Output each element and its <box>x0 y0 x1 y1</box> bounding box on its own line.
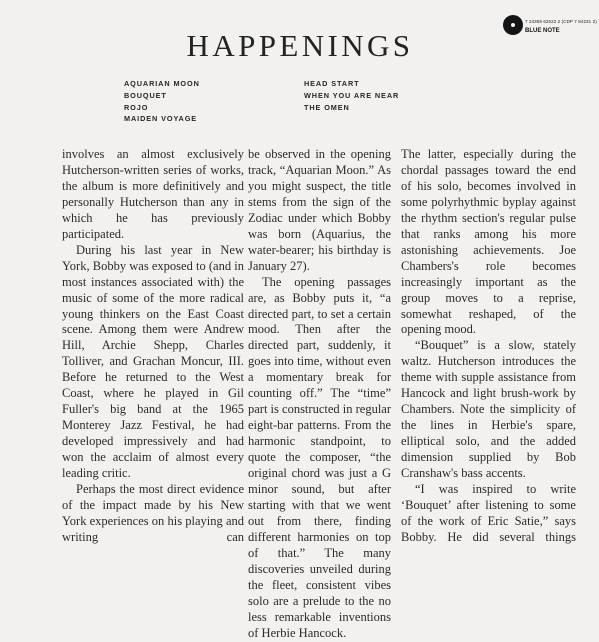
track-item: AQUARIAN MOON <box>124 79 200 88</box>
track-item: WHEN YOU ARE NEAR <box>304 90 400 100</box>
blue-note-logo <box>500 11 597 43</box>
paragraph: Perhaps the most direct evidence of the impact made by his New York experiences on his playing and writing can <box>62 482 244 544</box>
track-item: BOUQUET <box>124 90 167 100</box>
record-disc-icon <box>503 15 523 35</box>
paragraph: During his last year in New York, Bobby was exposed to (and in most instances associated with) the music of some of the more radical young thinkers on the East Coast scene. Among them were Andrew Hill, Archie Shepp, Charles Tolliver, and Grachan Moncur, III. Before he returned to the West Coast, where he played in Gil Fuller's big band at the 1965 Monterey Jazz Festival, he had developed impressively and had won the acclaim of almost every leading critic. <box>62 242 244 481</box>
paragraph: be observed in the opening track, “Aquarian Moon.” As you might suspect, the title stems from the sign of the Zodiac under which Bobby was born (Aquarius, the water-bearer; his birthday is January 27). <box>248 147 391 273</box>
track-item: MAIDEN VOYAGE <box>124 114 198 124</box>
text-column-1 <box>62 147 244 546</box>
album-title: HAPPENINGS <box>186 28 414 63</box>
paragraph: “I was inspired to write ‘Bouquet’ after listening to some of the work of Eric Satie,” says Bobby. He did several things <box>401 482 576 544</box>
track-item: ROJO <box>124 102 149 112</box>
label-brand: BLUE NOTE <box>525 28 560 34</box>
text-column-2 <box>248 147 391 642</box>
catalog-number: 7 24359 62622 2 (CDP 7 84231 2) <box>525 19 597 24</box>
track-list-right <box>304 78 454 113</box>
paragraph: The opening passages are, as Bobby puts it, “a directed part, to set a certain mood. Then after the directed part, suddenly, it goes into time, without even a momentary break for counting off.” The “time” part is constructed in regular eight-bar patterns. From the harmonic standpoint, to quote the composer, “the original chord was just a G minor sound, but after starting with that we went out from there, finding different harmonies on top of that.” The many discoveries unveiled during the fleet, consistent vibes solo are a prelude to the no less remarkable inventions of Herbie Hancock. <box>248 274 392 640</box>
paragraph: “Bouquet” is a slow, stately waltz. Hutcherson introduces the theme with supple assistance from Hancock and light brush-work by Chambers. Note the simplicity of the lines in Herbie's spare, elliptical solo, and the added dimension supplied by Bob Cranshaw's bass accents. <box>401 338 576 481</box>
track-list-left <box>124 78 274 125</box>
paragraph: The latter, especially during the chordal passages toward the end of his solo, becomes involved in some polyrhythmic byplay against the rhythm section's regular pulse that ranks among his more astonishing achievements. Joe Chambers's role becomes increasingly important as the group moves to a reprise, somewhat reshaped, of the opening mood. <box>401 147 576 337</box>
text-column-3 <box>401 147 576 546</box>
track-item: HEAD START <box>304 79 360 88</box>
track-item: THE OMEN <box>304 102 350 112</box>
paragraph: involves an almost exclusively Hutcherson-written series of works, the album is more definitively and personally Hutcherson than any in which he has previously participated. <box>62 147 244 241</box>
